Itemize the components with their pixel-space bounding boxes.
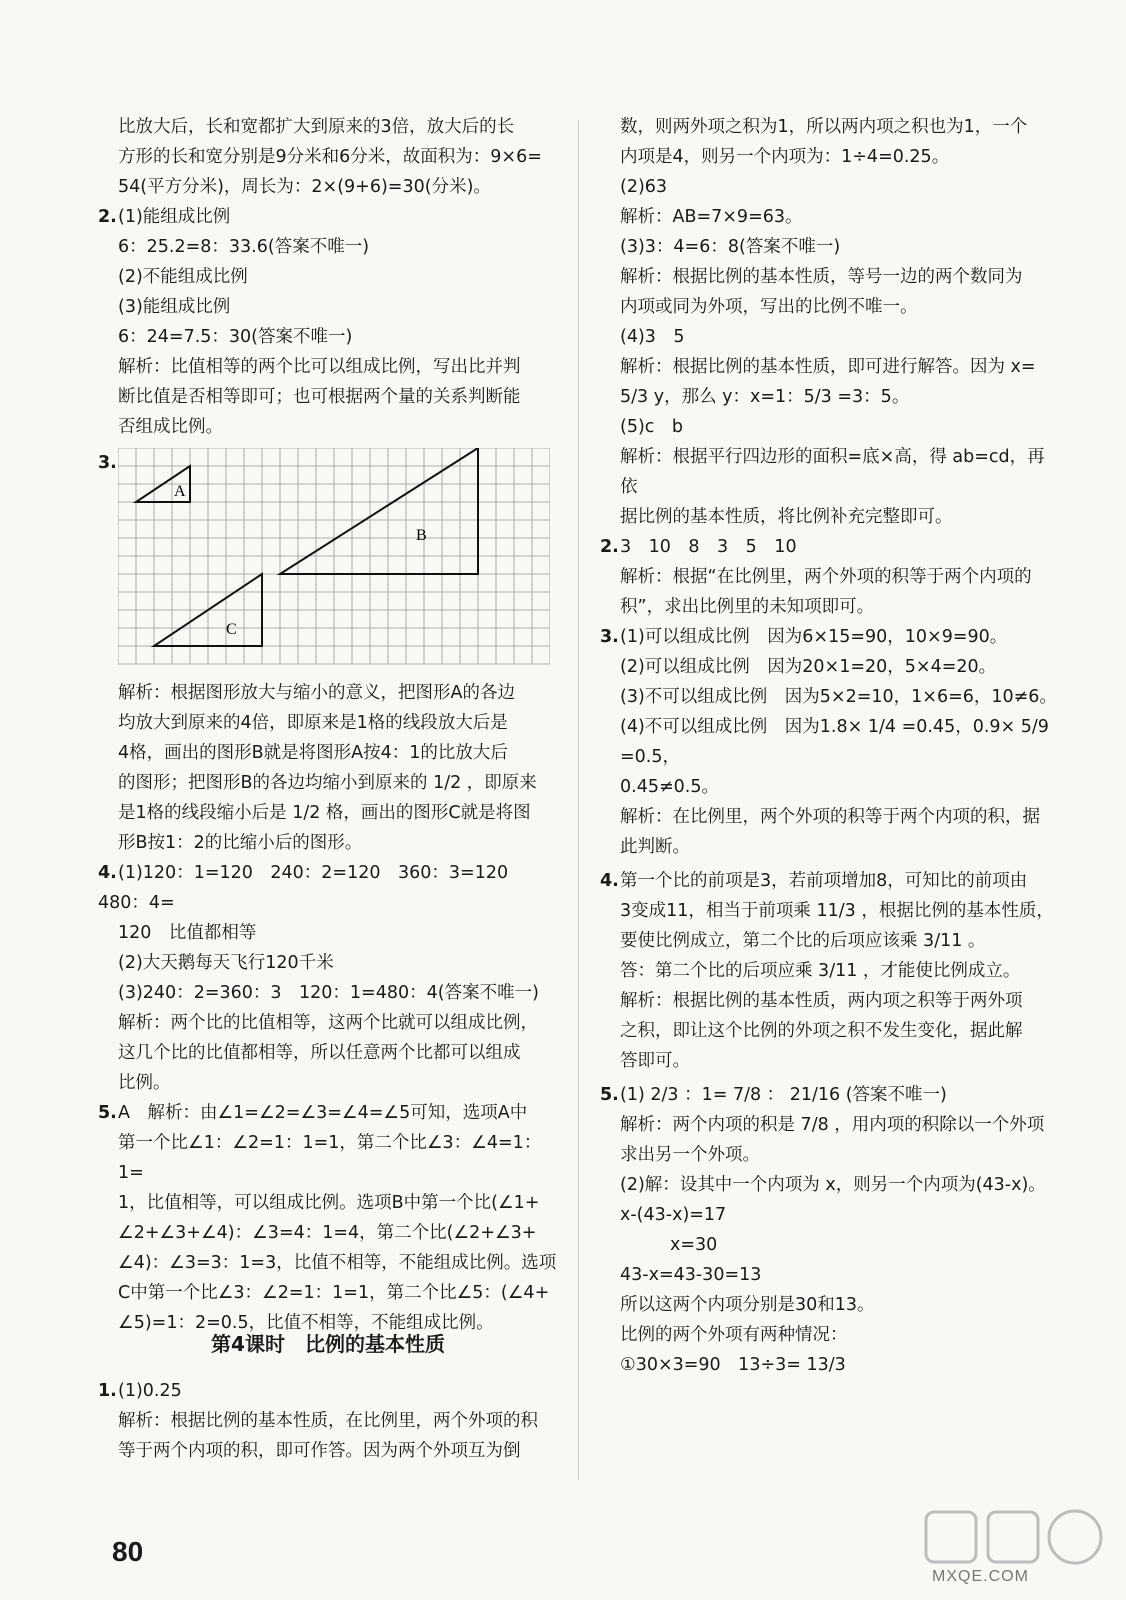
analysis-line: 5/3 y，那么 y：x=1：5/3 =3：5。 — [620, 387, 910, 407]
right-column — [600, 112, 1060, 1380]
text-line: (1)可以组成比例 因为6×15=90，10×9=90。 — [620, 627, 1008, 647]
text-line: 数，则两外项之积为1，所以两内项之积也为1，一个 — [620, 117, 1028, 137]
grid-figure — [98, 448, 550, 678]
text-line: 方形的长和宽分别是9分米和6分米，故面积为：9×6= — [118, 147, 542, 167]
equation-line: x-(43-x)=17 — [620, 1205, 727, 1225]
analysis-line: 解析：两个比的比值相等，这两个比就可以组成比例， — [118, 1013, 538, 1033]
question-1 — [98, 1376, 558, 1406]
text-line: 第一个比的前项是3，若前项增加8，可知比的前项由 — [620, 871, 1028, 891]
text-line: (2)解：设其中一个内项为 x，则另一个内项为(43-x)。 — [620, 1175, 1046, 1195]
section-title: 第4课时 比例的基本性质 — [211, 1332, 445, 1356]
text-line: ∠5)=1：2=0.5，比值不相等，不能组成比例。 — [118, 1313, 494, 1333]
equation-line: 43-x=43-30=13 — [620, 1265, 762, 1285]
text-line: (1)120：1=120 240：2=120 360：3=120 480：4= — [98, 863, 526, 913]
text-line: 120 比值都相等 — [118, 923, 257, 943]
analysis-line: 解析：根据“在比例里，两个外项的积等于两个内项的 — [620, 567, 1032, 587]
text-line: 所以这两个内项分别是30和13。 — [620, 1295, 875, 1315]
left-column — [98, 112, 558, 1338]
analysis-line: 积”，求出比例里的未知项即可。 — [620, 597, 875, 617]
analysis-line: 解析：根据平行四边形的面积=底×高，得 ab=cd，再依 — [620, 447, 1045, 497]
label-b: B — [416, 527, 427, 544]
question-number: 2. — [600, 537, 619, 557]
analysis-line: 4格，画出的图形B就是将图形A按4：1的比放大后 — [118, 743, 508, 763]
label-c: C — [226, 621, 237, 638]
question-4 — [98, 858, 558, 918]
text-line: 3变成11，相当于前项乘 11/3 ，根据比例的基本性质， — [620, 901, 1054, 921]
analysis-line: 此判断。 — [620, 837, 690, 857]
triangle-b — [280, 448, 478, 574]
analysis-line: 否组成比例。 — [118, 417, 223, 437]
text-line: 6：25.2=8：33.6(答案不唯一) — [118, 237, 370, 257]
text-line: 第一个比∠1：∠2=1：1=1，第二个比∠3：∠4=1：1= — [118, 1133, 542, 1183]
question-number: 5. — [98, 1103, 117, 1123]
text-line: 答：第二个比的后项应乘 3/11 ，才能使比例成立。 — [620, 961, 1021, 981]
analysis-line: 这几个比的比值都相等，所以任意两个比都可以组成 — [118, 1043, 521, 1063]
text-line: 比例的两个外项有两种情况： — [620, 1325, 848, 1345]
text-line: (3)3：4=6：8(答案不唯一) — [620, 237, 841, 257]
analysis-line: 比例。 — [118, 1073, 171, 1093]
analysis-line: 求出另一个外项。 — [620, 1145, 760, 1165]
column-divider — [578, 120, 579, 1480]
text-line: (4)不可以组成比例 因为1.8× 1/4 =0.45，0.9× 5/9 =0.5， — [620, 717, 1049, 767]
text-line: (3)不可以组成比例 因为5×2=10，1×6=6，10≠6。 — [620, 687, 1057, 707]
question-3 — [600, 622, 1060, 652]
question-number: 3. — [98, 453, 117, 473]
text-line: 要使比例成立，第二个比的后项应该乘 3/11 。 — [620, 931, 986, 951]
analysis-line: 是1格的线段缩小后是 1/2 格，画出的图形C就是将图 — [118, 803, 531, 823]
text-line: 0.45≠0.5。 — [620, 777, 719, 797]
analysis-line: 解析：两个内项的积是 7/8 ，用内项的积除以一个外项 — [620, 1115, 1045, 1135]
text-line: A 解析：由∠1=∠2=∠3=∠4=∠5可知，选项A中 — [118, 1103, 528, 1123]
question-number: 5. — [600, 1085, 619, 1105]
text-line: 内项是4，则另一个内项为：1÷4=0.25。 — [620, 147, 950, 167]
question-2 — [98, 202, 558, 232]
left-column-bottom — [98, 1376, 558, 1466]
equation-line: x=30 — [670, 1235, 718, 1255]
analysis-line: 解析：比值相等的两个比可以组成比例，写出比并判 — [118, 357, 521, 377]
analysis-line: 之积，即让这个比例的外项之积不发生变化，据此解 — [620, 1021, 1023, 1041]
question-4 — [600, 866, 1060, 896]
question-number: 4. — [600, 871, 619, 891]
text-line: (1)能组成比例 — [118, 207, 231, 227]
analysis-line: 答即可。 — [620, 1051, 690, 1071]
grid-lines — [118, 448, 550, 664]
text-line: (3)240：2=360：3 120：1=480：4(答案不唯一) — [118, 983, 539, 1003]
question-number: 3. — [600, 627, 619, 647]
text-line: (1)0.25 — [118, 1381, 182, 1401]
question-number: 1. — [98, 1381, 117, 1401]
analysis-line: 断比值是否相等即可；也可根据两个量的关系判断能 — [118, 387, 521, 407]
analysis-line: 解析：根据比例的基本性质，即可进行解答。因为 x= — [620, 357, 1036, 377]
text-line: 3 10 8 3 5 10 — [620, 537, 797, 557]
watermark-text: MXQE.COM — [932, 1568, 1029, 1585]
analysis-line: 解析：根据比例的基本性质，等号一边的两个数同为 — [620, 267, 1023, 287]
analysis-line: 形B按1：2的比缩小后的图形。 — [118, 833, 363, 853]
text-line: 1，比值相等，可以组成比例。选项B中第一个比(∠1+ — [118, 1193, 540, 1213]
analysis-line: 解析：根据图形放大与缩小的意义，把图形A的各边 — [118, 683, 515, 703]
text-line: ①30×3=90 13÷3= 13/3 — [620, 1355, 846, 1375]
text-line: (2)不能组成比例 — [118, 267, 248, 287]
question-2 — [600, 532, 1060, 562]
text-line: (3)能组成比例 — [118, 297, 231, 317]
analysis-line: 解析：在比例里，两个外项的积等于两个内项的积，据 — [620, 807, 1040, 827]
label-a: A — [174, 483, 186, 500]
analysis-line: 均放大到原来的4倍，即原来是1格的线段放大后是 — [118, 713, 508, 733]
text-line: C中第一个比∠3：∠2=1：1=1，第二个比∠5：(∠4+ — [118, 1283, 550, 1303]
question-number: 2. — [98, 207, 117, 227]
text-line: 6：24=7.5：30(答案不唯一) — [118, 327, 353, 347]
page-number: 80 — [112, 1536, 144, 1567]
grid-diagram — [118, 448, 550, 674]
question-5 — [600, 1080, 1060, 1110]
analysis-line: 据比例的基本性质，将比例补充完整即可。 — [620, 507, 953, 527]
text-line: 比放大后，长和宽都扩大到原来的3倍，放大后的长 — [118, 117, 515, 137]
text-line: (5)c b — [620, 417, 684, 437]
text-line: (4)3 5 — [620, 327, 685, 347]
analysis-line: 等于两个内项的积，即可作答。因为两个外项互为倒 — [118, 1441, 521, 1461]
text-line: 54(平方分米)，周长为：2×(9+6)=30(分米)。 — [118, 177, 491, 197]
text-line: (1) 2/3 ：1= 7/8 ： 21/16 (答案不唯一) — [620, 1085, 947, 1105]
text-line: ∠4)：∠3=3：1=3，比值不相等，不能组成比例。选项 — [118, 1253, 557, 1273]
analysis-line: 解析：根据比例的基本性质，在比例里，两个外项的积 — [118, 1411, 538, 1431]
text-line: (2)63 — [620, 177, 668, 197]
question-5 — [98, 1098, 558, 1128]
analysis-line: 内项或同为外项，写出的比例不唯一。 — [620, 297, 918, 317]
analysis-line: 解析：根据比例的基本性质，两内项之积等于两外项 — [620, 991, 1023, 1011]
analysis-line: 解析：AB=7×9=63。 — [620, 207, 803, 227]
analysis-line: 的图形；把图形B的各边均缩小到原来的 1/2 ，即原来 — [118, 773, 537, 793]
text-line: ∠2+∠3+∠4)：∠3=4：1=4，第二个比(∠2+∠3+ — [118, 1223, 537, 1243]
text-line: (2)可以组成比例 因为20×1=20，5×4=20。 — [620, 657, 997, 677]
text-line: (2)大天鹅每天飞行120千米 — [118, 953, 334, 973]
question-number: 4. — [98, 863, 117, 883]
